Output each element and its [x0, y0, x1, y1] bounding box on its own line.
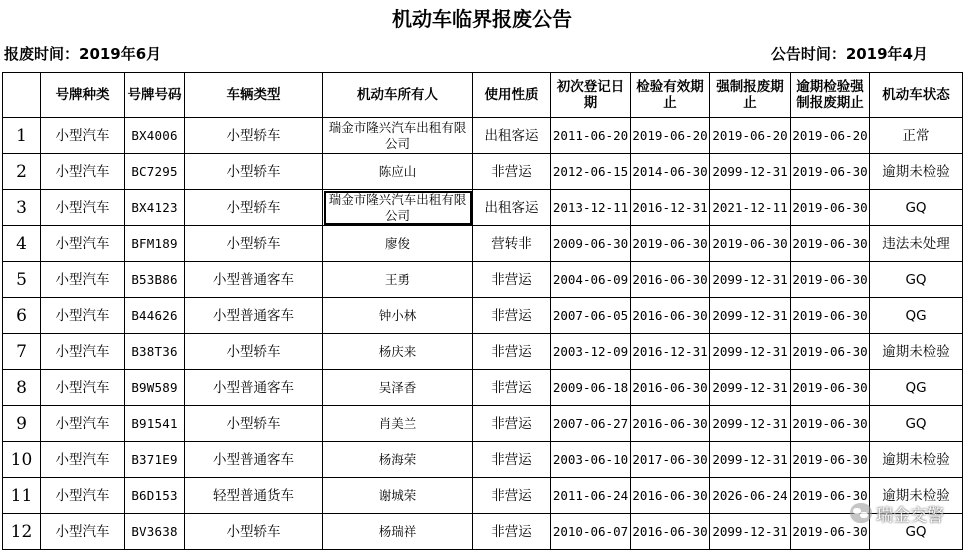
- table-cell[interactable]: 2013-12-11: [551, 190, 631, 226]
- table-cell[interactable]: 2099-12-31: [710, 262, 791, 298]
- table-cell[interactable]: 谢城荣: [323, 478, 473, 514]
- watermark: [850, 501, 944, 525]
- table-cell[interactable]: 2019-06-30: [791, 370, 870, 406]
- table-cell[interactable]: 2021-12-11: [710, 190, 791, 226]
- column-header: 逾期检验强制报废期止: [791, 73, 870, 118]
- table-cell[interactable]: 2099-12-31: [710, 154, 791, 190]
- table-cell[interactable]: 2019-06-30: [791, 334, 870, 370]
- table-cell[interactable]: BFM189: [125, 226, 185, 262]
- table-cell[interactable]: 2003-12-09: [551, 334, 631, 370]
- page-title: 机动车临界报废公告: [392, 7, 572, 31]
- table-cell[interactable]: 小型汽车: [41, 190, 125, 226]
- header-row: [3, 73, 963, 118]
- table-cell[interactable]: 非营运: [473, 370, 551, 406]
- table-cell[interactable]: BX4123: [125, 190, 185, 226]
- table-row: [3, 190, 963, 226]
- table-cell[interactable]: 廖俊: [323, 226, 473, 262]
- table-cell[interactable]: 小型轿车: [185, 406, 323, 442]
- watermark-text: 瑞金交警: [876, 505, 944, 526]
- table-cell[interactable]: 2017-06-30: [631, 442, 710, 478]
- table-cell[interactable]: 6: [3, 298, 41, 334]
- column-header: [3, 73, 41, 118]
- table-cell[interactable]: 瑞金市隆兴汽车出租有限公司: [323, 118, 473, 154]
- column-header: 号牌种类: [41, 73, 125, 118]
- table-cell[interactable]: 2011-06-20: [551, 118, 631, 154]
- table-cell[interactable]: 小型汽车: [41, 406, 125, 442]
- table-cell[interactable]: GQ: [870, 190, 963, 226]
- column-header: 车辆类型: [185, 73, 323, 118]
- table-row: [3, 298, 963, 334]
- column-header: 使用性质: [473, 73, 551, 118]
- table-cell[interactable]: 非营运: [473, 478, 551, 514]
- table-cell[interactable]: 2019-06-30: [791, 478, 870, 514]
- table-cell[interactable]: 杨庆来: [323, 334, 473, 370]
- table-cell[interactable]: 小型轿车: [185, 118, 323, 154]
- scrap-time: 报废时间：2019年6月: [4, 45, 162, 63]
- table-cell[interactable]: 小型轿车: [185, 334, 323, 370]
- table-cell[interactable]: 小型普通客车: [185, 298, 323, 334]
- table-cell[interactable]: 2016-06-30: [631, 478, 710, 514]
- table-cell[interactable]: 2019-06-30: [791, 190, 870, 226]
- table-cell[interactable]: 非营运: [473, 262, 551, 298]
- table-cell[interactable]: 2019-06-30: [710, 226, 791, 262]
- table-cell[interactable]: 2099-12-31: [710, 298, 791, 334]
- table-cell[interactable]: 营转非: [473, 226, 551, 262]
- table-cell[interactable]: 小型轿车: [185, 190, 323, 226]
- table-cell[interactable]: 2019-06-30: [791, 262, 870, 298]
- table-cell[interactable]: 2009-06-18: [551, 370, 631, 406]
- table-cell[interactable]: GQ: [870, 406, 963, 442]
- table-cell[interactable]: 2099-12-31: [710, 406, 791, 442]
- table-cell[interactable]: 9: [3, 406, 41, 442]
- table-cell[interactable]: 2019-06-30: [791, 154, 870, 190]
- wechat-icon: [850, 503, 872, 523]
- table-cell[interactable]: 2016-12-31: [631, 190, 710, 226]
- table-cell[interactable]: 2004-06-09: [551, 262, 631, 298]
- table-cell[interactable]: 2019-06-30: [791, 406, 870, 442]
- table-cell[interactable]: 小型汽车: [41, 334, 125, 370]
- table-cell[interactable]: BX4006: [125, 118, 185, 154]
- table-cell[interactable]: 2016-06-30: [631, 370, 710, 406]
- table-cell[interactable]: 2007-06-05: [551, 298, 631, 334]
- table-cell[interactable]: 小型汽车: [41, 514, 125, 550]
- table-cell[interactable]: 逾期未检验: [870, 154, 963, 190]
- table-cell[interactable]: 小型普通客车: [185, 370, 323, 406]
- table-cell[interactable]: 2099-12-31: [710, 514, 791, 550]
- table-body: [3, 118, 963, 550]
- column-header: 初次登记日期: [551, 73, 631, 118]
- table-cell[interactable]: 非营运: [473, 442, 551, 478]
- table-cell[interactable]: 小型汽车: [41, 118, 125, 154]
- table-cell[interactable]: 杨海荣: [323, 442, 473, 478]
- table-cell[interactable]: BC7295: [125, 154, 185, 190]
- table-cell[interactable]: 小型汽车: [41, 442, 125, 478]
- table-cell[interactable]: 2007-06-27: [551, 406, 631, 442]
- table-row: [3, 118, 963, 154]
- table-cell[interactable]: 2016-06-30: [631, 514, 710, 550]
- table-cell[interactable]: 2026-06-24: [710, 478, 791, 514]
- table-cell[interactable]: 小型汽车: [41, 262, 125, 298]
- table-cell[interactable]: 2009-06-30: [551, 226, 631, 262]
- table-cell[interactable]: 8: [3, 370, 41, 406]
- table-row: [3, 406, 963, 442]
- table-row: [3, 370, 963, 406]
- table-cell[interactable]: BV3638: [125, 514, 185, 550]
- table-cell[interactable]: 7: [3, 334, 41, 370]
- table-cell[interactable]: 4: [3, 226, 41, 262]
- table-cell[interactable]: 小型普通客车: [185, 442, 323, 478]
- table-cell[interactable]: 2019-06-20: [631, 118, 710, 154]
- table-cell[interactable]: 非营运: [473, 406, 551, 442]
- table-row: [3, 442, 963, 478]
- table-cell[interactable]: QG: [870, 298, 963, 334]
- table-row: [3, 262, 963, 298]
- table-cell[interactable]: GQ: [870, 514, 963, 550]
- table-cell[interactable]: 2099-12-31: [710, 442, 791, 478]
- table-cell[interactable]: 2011-06-24: [551, 478, 631, 514]
- table-cell[interactable]: 小型轿车: [185, 514, 323, 550]
- table-cell[interactable]: 小型轿车: [185, 154, 323, 190]
- table-cell[interactable]: 钟小林: [323, 298, 473, 334]
- table-row: [3, 334, 963, 370]
- table-cell[interactable]: B91541: [125, 406, 185, 442]
- table-cell[interactable]: 小型汽车: [41, 478, 125, 514]
- table-cell[interactable]: 2016-06-30: [631, 298, 710, 334]
- table-cell[interactable]: 杨瑞祥: [323, 514, 473, 550]
- table-cell[interactable]: 非营运: [473, 514, 551, 550]
- table-cell[interactable]: 违法未处理: [870, 226, 963, 262]
- table-cell[interactable]: B44626: [125, 298, 185, 334]
- table-cell[interactable]: 轻型普通货车: [185, 478, 323, 514]
- table-cell[interactable]: 肖美兰: [323, 406, 473, 442]
- table-cell[interactable]: 小型汽车: [41, 154, 125, 190]
- table-cell[interactable]: 瑞金市隆兴汽车出租有限公司: [323, 190, 473, 226]
- table-cell[interactable]: GQ: [870, 262, 963, 298]
- table-cell[interactable]: B371E9: [125, 442, 185, 478]
- table-cell[interactable]: 2016-06-30: [631, 262, 710, 298]
- table-cell[interactable]: 非营运: [473, 154, 551, 190]
- column-header: 号牌号码: [125, 73, 185, 118]
- table-cell[interactable]: 小型汽车: [41, 298, 125, 334]
- table-cell[interactable]: 2: [3, 154, 41, 190]
- table-cell[interactable]: 5: [3, 262, 41, 298]
- table-cell[interactable]: 12: [3, 514, 41, 550]
- table-cell[interactable]: 2019-06-30: [791, 298, 870, 334]
- table-cell[interactable]: 2016-12-31: [631, 334, 710, 370]
- table-cell[interactable]: 10: [3, 442, 41, 478]
- table-cell[interactable]: 2019-06-30: [631, 226, 710, 262]
- table-cell[interactable]: 3: [3, 190, 41, 226]
- table-cell[interactable]: B38T36: [125, 334, 185, 370]
- table-cell[interactable]: 小型汽车: [41, 226, 125, 262]
- table-cell[interactable]: 正常: [870, 118, 963, 154]
- table-cell[interactable]: 1: [3, 118, 41, 154]
- notice-time: 公告时间：2019年4月: [770, 45, 928, 63]
- table-cell[interactable]: 逾期未检验: [870, 442, 963, 478]
- table-cell[interactable]: 小型汽车: [41, 370, 125, 406]
- table-cell[interactable]: 2019-06-20: [710, 118, 791, 154]
- column-header: 检验有效期止: [631, 73, 710, 118]
- table-cell[interactable]: 2019-06-30: [791, 226, 870, 262]
- table-cell[interactable]: 非营运: [473, 334, 551, 370]
- table-cell[interactable]: 吴泽香: [323, 370, 473, 406]
- table-cell[interactable]: B6D153: [125, 478, 185, 514]
- table-cell[interactable]: 王勇: [323, 262, 473, 298]
- table-cell[interactable]: 出租客运: [473, 190, 551, 226]
- table-cell[interactable]: B9W589: [125, 370, 185, 406]
- table-cell[interactable]: 小型普通客车: [185, 262, 323, 298]
- column-header: 机动车所有人: [323, 73, 473, 118]
- table-row: [3, 226, 963, 262]
- table-cell[interactable]: 2003-06-10: [551, 442, 631, 478]
- column-header: 机动车状态: [870, 73, 963, 118]
- table-row: [3, 478, 963, 514]
- table-cell[interactable]: 2016-06-30: [631, 406, 710, 442]
- table-cell[interactable]: 2019-06-20: [791, 118, 870, 154]
- table-cell[interactable]: 11: [3, 478, 41, 514]
- table-cell[interactable]: 2099-12-31: [710, 370, 791, 406]
- table-cell[interactable]: 非营运: [473, 298, 551, 334]
- table-cell[interactable]: 逾期未检验: [870, 334, 963, 370]
- table-row: [3, 154, 963, 190]
- table-cell[interactable]: 陈应山: [323, 154, 473, 190]
- column-header: 强制报废期止: [710, 73, 791, 118]
- table-cell[interactable]: 2099-12-31: [710, 334, 791, 370]
- table-cell[interactable]: 2012-06-15: [551, 154, 631, 190]
- table-cell[interactable]: 逾期未检验: [870, 478, 963, 514]
- table-cell[interactable]: B53B86: [125, 262, 185, 298]
- table-cell[interactable]: 2014-06-30: [631, 154, 710, 190]
- vehicle-table: [2, 72, 963, 550]
- table-cell[interactable]: QG: [870, 370, 963, 406]
- table-row: [3, 514, 963, 550]
- table-cell[interactable]: 出租客运: [473, 118, 551, 154]
- table-cell[interactable]: 2019-06-30: [791, 442, 870, 478]
- table-cell[interactable]: 小型轿车: [185, 226, 323, 262]
- table-cell[interactable]: 2019-06-30: [791, 514, 870, 550]
- table-cell[interactable]: 2010-06-07: [551, 514, 631, 550]
